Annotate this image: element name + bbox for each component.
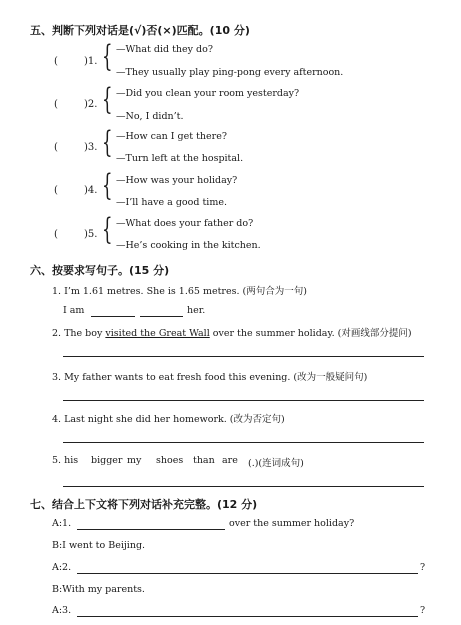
brace: { xyxy=(102,82,113,117)
q1-blank-2[interactable] xyxy=(140,316,183,317)
dialogue-answer: —No, I didn’t. xyxy=(116,111,184,122)
answer-paren-open: ( xyxy=(54,142,58,153)
a3-end: ? xyxy=(420,605,426,616)
b2-line: B:With my parents. xyxy=(52,584,145,595)
dialogue-question: —Did you clean your room yesterday? xyxy=(116,88,300,99)
item-number: )3. xyxy=(84,142,98,153)
answer-paren-open: ( xyxy=(54,229,58,240)
dialogue-answer: —He’s cooking in the kitchen. xyxy=(116,240,261,251)
brace: { xyxy=(102,39,113,74)
q1-fill-end: her. xyxy=(187,305,206,316)
question-4: 4. Last night she did her homework. (改为否定句) xyxy=(52,414,285,425)
q5-word: are xyxy=(222,455,238,466)
q2-underlined: visited the Great Wall xyxy=(105,328,210,339)
q5-word: (.)(连词成句) xyxy=(248,458,304,469)
q3-answer-line[interactable] xyxy=(63,400,424,401)
dialogue-question: —What does your father do? xyxy=(116,218,254,229)
q5-word: shoes xyxy=(156,455,184,466)
dialogue-question: —What did they do? xyxy=(116,44,213,55)
section-6-title: 六、按要求写句子。(15 分) xyxy=(30,264,170,277)
item-number: )1. xyxy=(84,56,98,67)
a1-end: over the summer holiday? xyxy=(229,518,355,529)
q2-end: over the summer holiday. (对画线部分提问) xyxy=(209,328,412,339)
question-3: 3. My father wants to eat fresh food this evening. (改为一般疑问句) xyxy=(52,372,368,383)
a2-label: A:2. xyxy=(52,562,72,573)
dialogue-question: —How can I get there? xyxy=(116,131,227,142)
a1-label: A:1. xyxy=(52,518,72,529)
section-7-title: 七、结合上下文将下列对话补充完整。(12 分) xyxy=(30,498,258,511)
q5-word: than xyxy=(193,455,215,466)
dialogue-answer: —I’ll have a good time. xyxy=(116,197,227,208)
item-number: )4. xyxy=(84,185,98,196)
a2-blank[interactable] xyxy=(77,573,418,574)
dialogue-answer: —They usually play ping-pong every afternoon. xyxy=(116,67,344,78)
brace: { xyxy=(102,125,113,160)
answer-paren-open: ( xyxy=(54,56,58,67)
brace: { xyxy=(102,168,113,203)
b1-line: B:I went to Beijing. xyxy=(52,540,146,551)
q4-answer-line[interactable] xyxy=(63,442,424,443)
q1-fill-start: I am xyxy=(63,305,85,316)
q2-answer-line[interactable] xyxy=(63,356,424,357)
a1-blank[interactable] xyxy=(77,529,225,530)
brace: { xyxy=(102,212,113,247)
a3-blank[interactable] xyxy=(77,616,418,617)
item-number: )5. xyxy=(84,229,98,240)
q1-blank-1[interactable] xyxy=(91,316,135,317)
answer-paren-open: ( xyxy=(54,99,58,110)
q2-start: 2. The boy xyxy=(52,328,106,339)
q5-word: bigger xyxy=(91,455,123,466)
question-2 xyxy=(52,325,412,339)
answer-paren-open: ( xyxy=(54,185,58,196)
dialogue-answer: —Turn left at the hospital. xyxy=(116,153,244,164)
q5-answer-line[interactable] xyxy=(63,486,424,487)
a3-label: A:3. xyxy=(52,605,72,616)
section-5-title: 五、判断下列对话是(√)否(×)匹配。(10 分) xyxy=(30,24,250,37)
dialogue-question: —How was your holiday? xyxy=(116,175,238,186)
item-number: )2. xyxy=(84,99,98,110)
q5-word: my xyxy=(127,455,142,466)
question-1: 1. I’m 1.61 metres. She is 1.65 metres. (两句合为一句) xyxy=(52,286,307,297)
a2-end: ? xyxy=(420,562,426,573)
q5-word: 5. his xyxy=(52,455,79,466)
